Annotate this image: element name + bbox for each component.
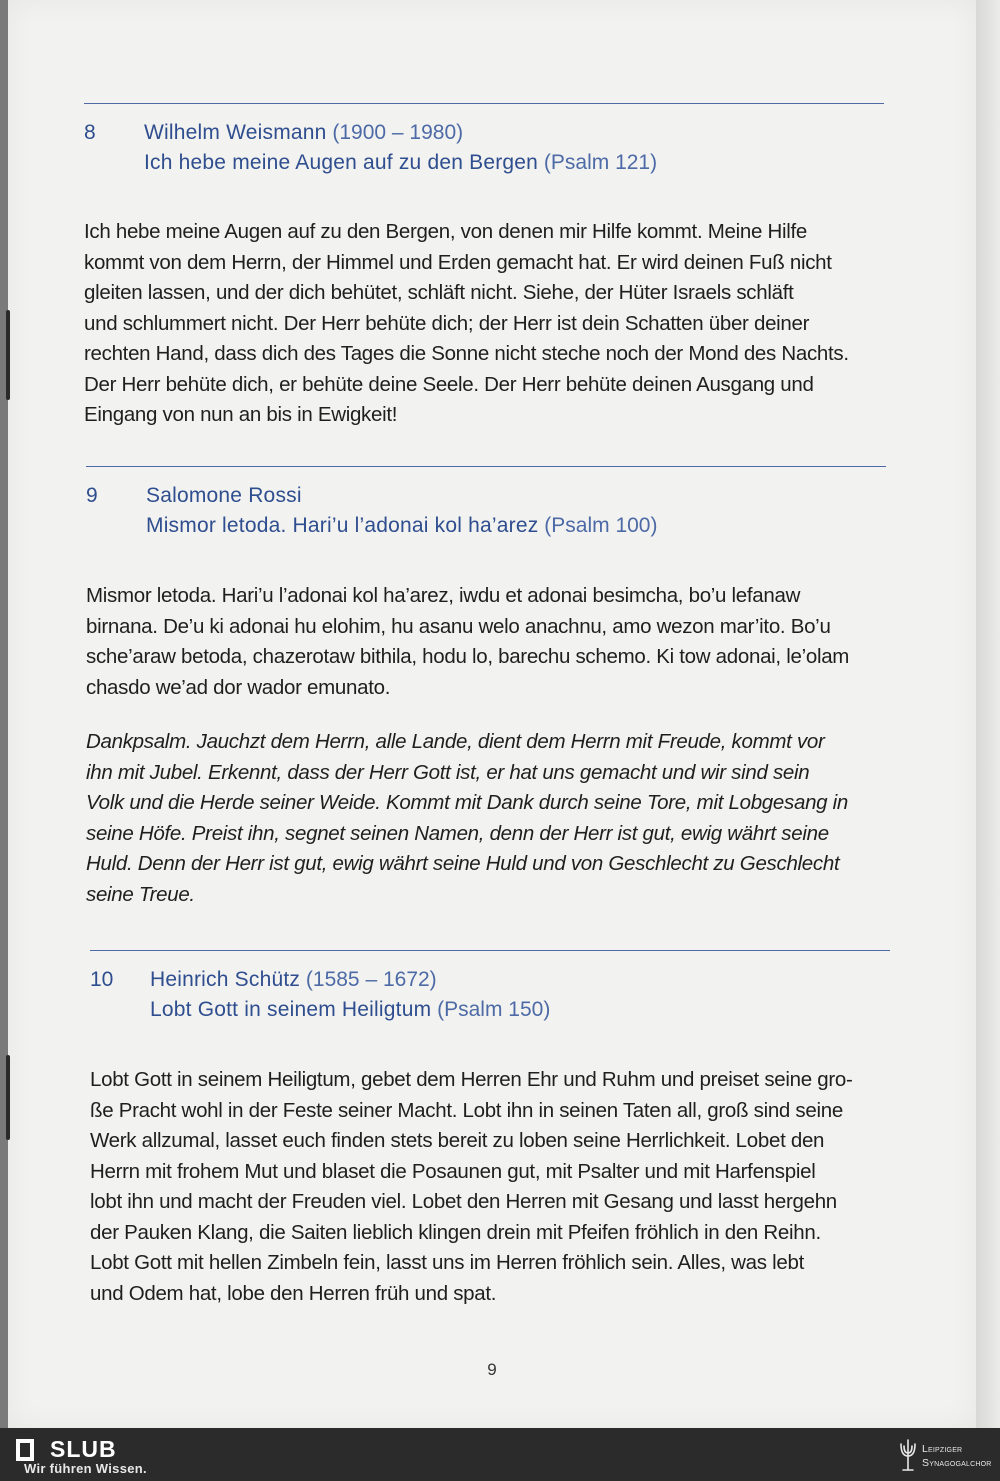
section-8 [84,103,884,431]
psalm-reference: (Psalm 100) [544,514,658,537]
text-line: lobt ihn und macht der Freuden viel. Lobet den Herren mit Gesang und lasst hergehn [90,1190,837,1213]
section-heading [84,118,884,178]
piece-title: Lobt Gott in seinem Heiligtum [150,998,432,1021]
text-line: und Odem hat, lobe den Herren früh und spat. [90,1281,497,1305]
choir-name-line1: Leipziger [922,1443,963,1455]
lyrics-text [90,1065,890,1309]
section-rule [86,466,886,467]
text-line: Der Herr behüte dich, er behüte deine Seele. Der Herr behüte deinen Ausgang und [84,372,814,396]
text-line: Huld. Denn der Herr ist gut, ewig währt seine Huld und von Geschlecht zu Geschlecht [86,852,840,875]
text-line: seine Höfe. Preist ihn, segnet seinen Namen, denn der Herr ist gut, ewig währt seine [86,821,829,845]
text-line: birnana. De’u ki adonai hu elohim, hu asanu welo anachnu, amo wezon mar’ito. Bo’u [86,614,831,638]
text-line: Lobt Gott in seinem Heiligtum, gebet dem Herren Ehr und Ruhm und preiset seine gro- [90,1068,853,1091]
library-name: SLUB [50,1436,117,1462]
section-10 [90,950,890,1309]
text-line: Mismor letoda. Hari’u l’adonai kol ha’arez, iwdu et adonai besimcha, bo’u lefanaw [86,584,801,607]
text-line: rechten Hand, dass dich des Tages die Sonne nicht steche noch der Mond des Nachts. [84,342,849,365]
composer-dates: (1900 – 1980) [332,121,464,144]
choir-name [922,1442,992,1470]
text-line: Lobt Gott mit hellen Zimbeln fein, lasst uns im Herren fröhlich sein. Alles, was lebt [90,1251,804,1274]
composer-name: Wilhelm Weismann [144,121,327,144]
piece-title: Mismor letoda. Hari’u l’adonai kol ha’arez [146,514,539,537]
text-line: und schlummert nicht. Der Herr behüte dich; der Herr ist dein Schatten über deiner [84,311,810,335]
text-line: seine Treue. [86,882,195,906]
page-edge [976,0,1000,1428]
menorah-icon [898,1436,918,1474]
section-heading [90,965,890,1025]
text-line: der Pauken Klang, die Saiten lieblich klingen drein mit Pfeifen fröhlich in den Reihn. [90,1220,821,1244]
slub-logo-icon [16,1439,34,1461]
psalm-reference: (Psalm 121) [543,151,658,174]
piece-number: 9 [86,484,98,507]
footer-bar [0,1428,1000,1481]
piece-number: 10 [90,968,114,991]
piece-number: 8 [84,121,96,144]
text-line: kommt von dem Herrn, der Himmel und Erden gemacht hat. Er wird deinen Fuß nicht [84,250,832,274]
text-line: Volk und die Herde seiner Weide. Kommt mit Dank durch seine Tore, mit Lobgesang in [86,791,849,814]
binding-mark-bottom [6,1055,10,1140]
library-tagline: Wir führen Wissen. [24,1461,147,1476]
section-heading [86,481,886,541]
page-number: 9 [487,1360,497,1379]
text-line: ihn mit Jubel. Erkennt, dass der Herr Gott ist, er hat uns gemacht und wir sind sein [86,760,810,784]
composer-dates: (1585 – 1672) [305,968,437,991]
text-line: Herrn mit frohem Mut und blaset die Posaunen gut, mit Psalter und mit Harfenspiel [90,1159,816,1183]
text-line: sche’araw betoda, chazerotaw bithila, hodu lo, barechu schemo. Ki tow adonai, le’olam [86,645,850,668]
text-line: Eingang von nun an bis in Ewigkeit! [84,403,398,426]
psalm-reference: (Psalm 150) [437,998,551,1021]
piece-title: Ich hebe meine Augen auf zu den Bergen [144,151,539,174]
lyrics-text [86,581,886,703]
composer-name: Heinrich Schütz [150,968,301,991]
translation-text [86,727,886,910]
section-rule [90,950,890,951]
text-line: ße Pracht wohl in der Feste seiner Macht. Lobt ihn in seinen Taten all, groß sind seine [90,1098,843,1122]
section-rule [84,103,884,104]
composer-name: Salomone Rossi [146,484,302,507]
text-line: Werk allzumal, lasset euch finden stets bereit zu loben seine Herrlichkeit. Lobet den [90,1129,825,1152]
text-line: chasdo we’ad dor wador emunato. [86,675,391,699]
text-line: Dankpsalm. Jauchzt dem Herrn, alle Lande, dient dem Herrn mit Freude, kommt vor [86,730,825,753]
section-9 [86,466,886,910]
choir-name-line2: Synagogalchor [922,1457,992,1469]
binding-mark-top [6,310,10,400]
text-line: Ich hebe meine Augen auf zu den Bergen, von denen mir Hilfe kommt. Meine Hilfe [84,220,807,243]
text-line: gleiten lassen, und der dich behütet, schläft nicht. Siehe, der Hüter Israels schläft [84,281,794,304]
lyrics-text [84,217,884,431]
